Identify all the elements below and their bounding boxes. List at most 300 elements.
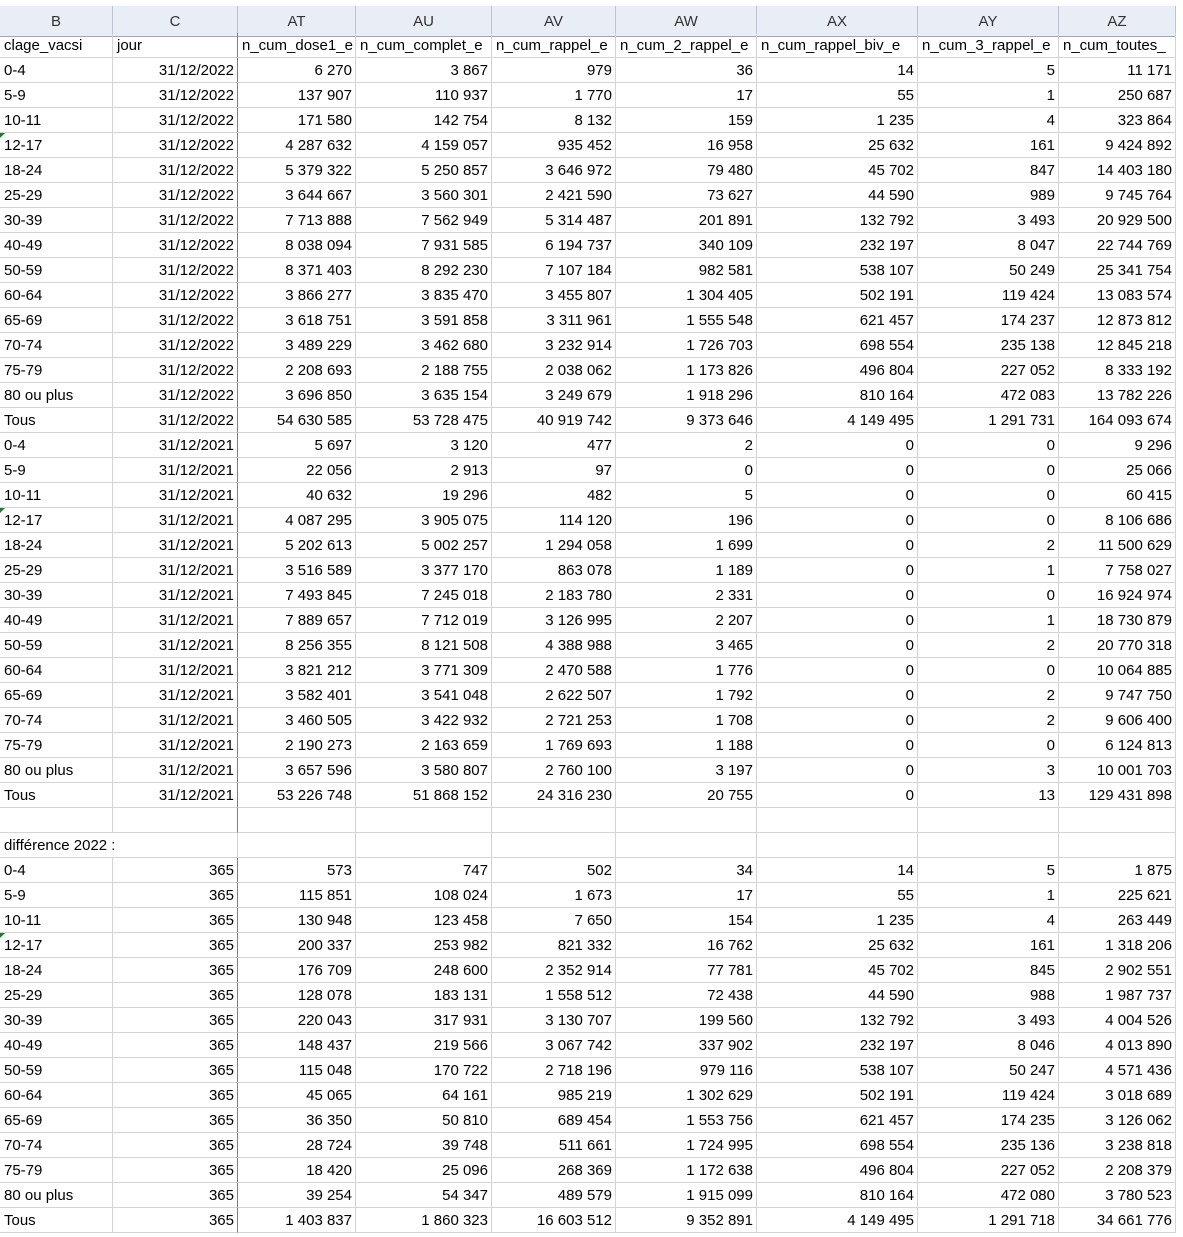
value-cell[interactable]: 51 868 152	[356, 783, 492, 808]
value-cell[interactable]: 365	[113, 983, 238, 1008]
value-cell[interactable]: 31/12/2022	[113, 408, 238, 433]
column-header-ay[interactable]: AY	[918, 6, 1059, 37]
value-cell[interactable]: 14 403 180	[1059, 158, 1176, 183]
value-cell[interactable]: 18 420	[238, 1158, 356, 1183]
value-cell[interactable]: 5	[918, 858, 1059, 883]
value-cell[interactable]: 54 347	[356, 1183, 492, 1208]
value-cell[interactable]: 25 096	[356, 1158, 492, 1183]
value-cell[interactable]: 3 018 689	[1059, 1083, 1176, 1108]
value-cell[interactable]: 0	[757, 608, 918, 633]
value-cell[interactable]: 1	[918, 883, 1059, 908]
value-cell[interactable]: 25 632	[757, 933, 918, 958]
value-cell[interactable]: 72 438	[616, 983, 757, 1008]
value-cell[interactable]: 45 702	[757, 958, 918, 983]
value-cell[interactable]: 18 730 879	[1059, 608, 1176, 633]
value-cell[interactable]: 2 207	[616, 608, 757, 633]
value-cell[interactable]: 13 782 226	[1059, 383, 1176, 408]
empty-cell[interactable]	[757, 808, 918, 833]
value-cell[interactable]: 1 770	[492, 83, 616, 108]
value-cell[interactable]: 0	[757, 758, 918, 783]
value-cell[interactable]: 1 403 837	[238, 1208, 356, 1233]
value-cell[interactable]: 6 270	[238, 58, 356, 83]
value-cell[interactable]: 502 191	[757, 1083, 918, 1108]
value-cell[interactable]: 0	[757, 558, 918, 583]
value-cell[interactable]: 161	[918, 933, 1059, 958]
value-cell[interactable]: 55	[757, 883, 918, 908]
value-cell[interactable]: 0	[757, 458, 918, 483]
value-cell[interactable]: 159	[616, 108, 757, 133]
value-cell[interactable]: 110 937	[356, 83, 492, 108]
value-cell[interactable]: 132 792	[757, 208, 918, 233]
value-cell[interactable]: 8 121 508	[356, 633, 492, 658]
value-cell[interactable]: 365	[113, 1133, 238, 1158]
age-group-cell[interactable]: 75-79	[0, 358, 113, 383]
value-cell[interactable]: 538 107	[757, 1058, 918, 1083]
column-header-aw[interactable]: AW	[616, 6, 757, 37]
age-group-cell[interactable]: 18-24	[0, 533, 113, 558]
age-group-cell[interactable]: 25-29	[0, 558, 113, 583]
value-cell[interactable]: 4 087 295	[238, 508, 356, 533]
value-cell[interactable]: 496 804	[757, 358, 918, 383]
value-cell[interactable]: 3 905 075	[356, 508, 492, 533]
column-header-az[interactable]: AZ	[1059, 6, 1176, 37]
age-group-cell[interactable]: 70-74	[0, 333, 113, 358]
age-group-cell[interactable]: Tous	[0, 1208, 113, 1233]
value-cell[interactable]: 0	[918, 658, 1059, 683]
value-cell[interactable]: 253 982	[356, 933, 492, 958]
value-cell[interactable]: 54 630 585	[238, 408, 356, 433]
value-cell[interactable]: 988	[918, 983, 1059, 1008]
value-cell[interactable]: 225 621	[1059, 883, 1176, 908]
value-cell[interactable]: 123 458	[356, 908, 492, 933]
value-cell[interactable]: 365	[113, 1033, 238, 1058]
value-cell[interactable]: 2 163 659	[356, 733, 492, 758]
value-cell[interactable]: 1 918 296	[616, 383, 757, 408]
value-cell[interactable]: 482	[492, 483, 616, 508]
column-header-ax[interactable]: AX	[757, 6, 918, 37]
value-cell[interactable]: 31/12/2021	[113, 758, 238, 783]
age-group-cell[interactable]: 75-79	[0, 1158, 113, 1183]
value-cell[interactable]: 8 132	[492, 108, 616, 133]
value-cell[interactable]: 10 001 703	[1059, 758, 1176, 783]
value-cell[interactable]: 3 460 505	[238, 708, 356, 733]
value-cell[interactable]: 199 560	[616, 1008, 757, 1033]
value-cell[interactable]: 1 875	[1059, 858, 1176, 883]
value-cell[interactable]: 9 373 646	[616, 408, 757, 433]
value-cell[interactable]: 985 219	[492, 1083, 616, 1108]
value-cell[interactable]: 9 745 764	[1059, 183, 1176, 208]
value-cell[interactable]: 232 197	[757, 233, 918, 258]
value-cell[interactable]: 3 516 589	[238, 558, 356, 583]
value-cell[interactable]: 36	[616, 58, 757, 83]
value-cell[interactable]: 0	[918, 733, 1059, 758]
value-cell[interactable]: 4 571 436	[1059, 1058, 1176, 1083]
value-cell[interactable]: 14	[757, 58, 918, 83]
value-cell[interactable]: 1 553 756	[616, 1108, 757, 1133]
value-cell[interactable]: 31/12/2021	[113, 433, 238, 458]
age-group-cell[interactable]: 0-4	[0, 433, 113, 458]
value-cell[interactable]: 235 138	[918, 333, 1059, 358]
value-cell[interactable]: 34	[616, 858, 757, 883]
value-cell[interactable]: 2 038 062	[492, 358, 616, 383]
value-cell[interactable]: 8 292 230	[356, 258, 492, 283]
value-cell[interactable]: 31/12/2021	[113, 608, 238, 633]
value-cell[interactable]: 2 208 693	[238, 358, 356, 383]
value-cell[interactable]: 55	[757, 83, 918, 108]
value-cell[interactable]: 1 708	[616, 708, 757, 733]
age-group-cell[interactable]: 80 ou plus	[0, 1183, 113, 1208]
value-cell[interactable]: 31/12/2022	[113, 233, 238, 258]
empty-cell[interactable]	[238, 833, 356, 858]
value-cell[interactable]: 5 202 613	[238, 533, 356, 558]
age-group-cell[interactable]: 18-24	[0, 958, 113, 983]
value-cell[interactable]: 1	[918, 83, 1059, 108]
value-cell[interactable]: 2 718 196	[492, 1058, 616, 1083]
value-cell[interactable]: 2 331	[616, 583, 757, 608]
value-cell[interactable]: 263 449	[1059, 908, 1176, 933]
diff-label[interactable]: différence 2022 :	[0, 833, 238, 858]
value-cell[interactable]: 1 726 703	[616, 333, 757, 358]
value-cell[interactable]: 979	[492, 58, 616, 83]
value-cell[interactable]: 0	[918, 458, 1059, 483]
value-cell[interactable]: 31/12/2022	[113, 133, 238, 158]
empty-cell[interactable]	[0, 808, 113, 833]
value-cell[interactable]: 9 606 400	[1059, 708, 1176, 733]
column-header-b[interactable]: B	[0, 6, 113, 37]
value-cell[interactable]: 20 770 318	[1059, 633, 1176, 658]
field-header[interactable]: n_cum_rappel_biv_e	[757, 33, 918, 58]
value-cell[interactable]: 1 235	[757, 908, 918, 933]
value-cell[interactable]: 847	[918, 158, 1059, 183]
value-cell[interactable]: 1 173 826	[616, 358, 757, 383]
value-cell[interactable]: 3 541 048	[356, 683, 492, 708]
value-cell[interactable]: 31/12/2021	[113, 583, 238, 608]
value-cell[interactable]: 9 747 750	[1059, 683, 1176, 708]
value-cell[interactable]: 44 590	[757, 983, 918, 1008]
value-cell[interactable]: 502 191	[757, 283, 918, 308]
value-cell[interactable]: 3 455 807	[492, 283, 616, 308]
value-cell[interactable]: 1 724 995	[616, 1133, 757, 1158]
value-cell[interactable]: 1 792	[616, 683, 757, 708]
value-cell[interactable]: 31/12/2022	[113, 183, 238, 208]
value-cell[interactable]: 36 350	[238, 1108, 356, 1133]
value-cell[interactable]: 1 291 731	[918, 408, 1059, 433]
value-cell[interactable]: 5 314 487	[492, 208, 616, 233]
value-cell[interactable]: 3 238 818	[1059, 1133, 1176, 1158]
value-cell[interactable]: 1 304 405	[616, 283, 757, 308]
value-cell[interactable]: 0	[616, 458, 757, 483]
value-cell[interactable]: 3 067 742	[492, 1033, 616, 1058]
value-cell[interactable]: 7 493 845	[238, 583, 356, 608]
value-cell[interactable]: 821 332	[492, 933, 616, 958]
value-cell[interactable]: 142 754	[356, 108, 492, 133]
value-cell[interactable]: 0	[918, 583, 1059, 608]
value-cell[interactable]: 2 183 780	[492, 583, 616, 608]
value-cell[interactable]: 183 131	[356, 983, 492, 1008]
age-group-cell[interactable]: 0-4	[0, 858, 113, 883]
value-cell[interactable]: 2	[918, 683, 1059, 708]
age-group-cell[interactable]: 65-69	[0, 308, 113, 333]
value-cell[interactable]: 1 555 548	[616, 308, 757, 333]
value-cell[interactable]: 0	[918, 483, 1059, 508]
value-cell[interactable]: 2 622 507	[492, 683, 616, 708]
age-group-cell[interactable]: 80 ou plus	[0, 758, 113, 783]
value-cell[interactable]: 0	[757, 533, 918, 558]
value-cell[interactable]: 1 235	[757, 108, 918, 133]
value-cell[interactable]: 79 480	[616, 158, 757, 183]
value-cell[interactable]: 53 728 475	[356, 408, 492, 433]
value-cell[interactable]: 323 864	[1059, 108, 1176, 133]
age-group-cell[interactable]: 70-74	[0, 708, 113, 733]
value-cell[interactable]: 3 866 277	[238, 283, 356, 308]
age-group-cell[interactable]: Tous	[0, 408, 113, 433]
value-cell[interactable]: 50 249	[918, 258, 1059, 283]
value-cell[interactable]: 7 107 184	[492, 258, 616, 283]
value-cell[interactable]: 863 078	[492, 558, 616, 583]
value-cell[interactable]: 2 721 253	[492, 708, 616, 733]
value-cell[interactable]: 365	[113, 908, 238, 933]
value-cell[interactable]: 1 915 099	[616, 1183, 757, 1208]
value-cell[interactable]: 3 465	[616, 633, 757, 658]
field-header[interactable]: n_cum_3_rappel_e	[918, 33, 1059, 58]
value-cell[interactable]: 3 232 914	[492, 333, 616, 358]
field-header[interactable]: jour	[113, 33, 238, 58]
value-cell[interactable]: 3 644 667	[238, 183, 356, 208]
value-cell[interactable]: 1 189	[616, 558, 757, 583]
empty-cell[interactable]	[238, 808, 356, 833]
value-cell[interactable]: 2 760 100	[492, 758, 616, 783]
value-cell[interactable]: 3 821 212	[238, 658, 356, 683]
column-header-at[interactable]: AT	[238, 6, 356, 37]
value-cell[interactable]: 25 341 754	[1059, 258, 1176, 283]
value-cell[interactable]: 8 106 686	[1059, 508, 1176, 533]
field-header[interactable]: n_cum_2_rappel_e	[616, 33, 757, 58]
value-cell[interactable]: 196	[616, 508, 757, 533]
value-cell[interactable]: 31/12/2022	[113, 258, 238, 283]
empty-cell[interactable]	[492, 833, 616, 858]
value-cell[interactable]: 16 958	[616, 133, 757, 158]
age-group-cell[interactable]: 5-9	[0, 458, 113, 483]
value-cell[interactable]: 8 038 094	[238, 233, 356, 258]
value-cell[interactable]: 4	[918, 108, 1059, 133]
value-cell[interactable]: 12 873 812	[1059, 308, 1176, 333]
value-cell[interactable]: 365	[113, 1108, 238, 1133]
value-cell[interactable]: 5 697	[238, 433, 356, 458]
value-cell[interactable]: 31/12/2022	[113, 333, 238, 358]
value-cell[interactable]: 174 237	[918, 308, 1059, 333]
value-cell[interactable]: 3 422 932	[356, 708, 492, 733]
value-cell[interactable]: 31/12/2022	[113, 108, 238, 133]
value-cell[interactable]: 3 696 850	[238, 383, 356, 408]
value-cell[interactable]: 13	[918, 783, 1059, 808]
age-group-cell[interactable]: 40-49	[0, 1033, 113, 1058]
age-group-cell[interactable]: 50-59	[0, 258, 113, 283]
value-cell[interactable]: 3 867	[356, 58, 492, 83]
value-cell[interactable]: 1 673	[492, 883, 616, 908]
value-cell[interactable]: 227 052	[918, 1158, 1059, 1183]
value-cell[interactable]: 50 247	[918, 1058, 1059, 1083]
value-cell[interactable]: 2 421 590	[492, 183, 616, 208]
age-group-cell[interactable]: 5-9	[0, 83, 113, 108]
value-cell[interactable]: 2	[918, 633, 1059, 658]
value-cell[interactable]: 3	[918, 758, 1059, 783]
value-cell[interactable]: 365	[113, 883, 238, 908]
value-cell[interactable]: 31/12/2021	[113, 683, 238, 708]
value-cell[interactable]: 810 164	[757, 1183, 918, 1208]
value-cell[interactable]: 53 226 748	[238, 783, 356, 808]
value-cell[interactable]: 1 291 718	[918, 1208, 1059, 1233]
value-cell[interactable]: 7 758 027	[1059, 558, 1176, 583]
value-cell[interactable]: 5 379 322	[238, 158, 356, 183]
age-group-cell[interactable]: 30-39	[0, 583, 113, 608]
value-cell[interactable]: 268 369	[492, 1158, 616, 1183]
field-header[interactable]: n_cum_toutes_	[1059, 33, 1176, 58]
value-cell[interactable]: 220 043	[238, 1008, 356, 1033]
age-group-cell[interactable]: 50-59	[0, 1058, 113, 1083]
value-cell[interactable]: 16 924 974	[1059, 583, 1176, 608]
value-cell[interactable]: 3 582 401	[238, 683, 356, 708]
age-group-cell[interactable]: 30-39	[0, 208, 113, 233]
value-cell[interactable]: 73 627	[616, 183, 757, 208]
value-cell[interactable]: 227 052	[918, 358, 1059, 383]
value-cell[interactable]: 97	[492, 458, 616, 483]
age-group-cell[interactable]: 18-24	[0, 158, 113, 183]
value-cell[interactable]: 3 130 707	[492, 1008, 616, 1033]
value-cell[interactable]: 1 860 323	[356, 1208, 492, 1233]
value-cell[interactable]: 64 161	[356, 1083, 492, 1108]
value-cell[interactable]: 31/12/2021	[113, 633, 238, 658]
value-cell[interactable]: 621 457	[757, 1108, 918, 1133]
value-cell[interactable]: 119 424	[918, 283, 1059, 308]
value-cell[interactable]: 161	[918, 133, 1059, 158]
value-cell[interactable]: 3 560 301	[356, 183, 492, 208]
value-cell[interactable]: 7 931 585	[356, 233, 492, 258]
column-header-av[interactable]: AV	[492, 6, 616, 37]
value-cell[interactable]: 0	[918, 508, 1059, 533]
age-group-cell[interactable]: Tous	[0, 783, 113, 808]
value-cell[interactable]: 1 188	[616, 733, 757, 758]
empty-cell[interactable]	[492, 808, 616, 833]
value-cell[interactable]: 0	[918, 433, 1059, 458]
value-cell[interactable]: 1 302 629	[616, 1083, 757, 1108]
value-cell[interactable]: 0	[757, 433, 918, 458]
value-cell[interactable]: 7 245 018	[356, 583, 492, 608]
value-cell[interactable]: 31/12/2022	[113, 208, 238, 233]
value-cell[interactable]: 365	[113, 958, 238, 983]
value-cell[interactable]: 3 635 154	[356, 383, 492, 408]
value-cell[interactable]: 130 948	[238, 908, 356, 933]
value-cell[interactable]: 7 712 019	[356, 608, 492, 633]
empty-cell[interactable]	[356, 833, 492, 858]
value-cell[interactable]: 365	[113, 1008, 238, 1033]
value-cell[interactable]: 13 083 574	[1059, 283, 1176, 308]
empty-cell[interactable]	[616, 833, 757, 858]
value-cell[interactable]: 132 792	[757, 1008, 918, 1033]
value-cell[interactable]: 472 083	[918, 383, 1059, 408]
value-cell[interactable]: 115 851	[238, 883, 356, 908]
age-group-cell[interactable]: 40-49	[0, 608, 113, 633]
value-cell[interactable]: 28 724	[238, 1133, 356, 1158]
age-group-cell[interactable]: 60-64	[0, 658, 113, 683]
value-cell[interactable]: 114 120	[492, 508, 616, 533]
value-cell[interactable]: 108 024	[356, 883, 492, 908]
value-cell[interactable]: 219 566	[356, 1033, 492, 1058]
value-cell[interactable]: 176 709	[238, 958, 356, 983]
value-cell[interactable]: 538 107	[757, 258, 918, 283]
value-cell[interactable]: 12 845 218	[1059, 333, 1176, 358]
value-cell[interactable]: 1	[918, 558, 1059, 583]
age-group-cell[interactable]: 5-9	[0, 883, 113, 908]
value-cell[interactable]: 31/12/2022	[113, 58, 238, 83]
value-cell[interactable]: 39 254	[238, 1183, 356, 1208]
age-group-cell[interactable]: 10-11	[0, 908, 113, 933]
value-cell[interactable]: 201 891	[616, 208, 757, 233]
value-cell[interactable]: 3 120	[356, 433, 492, 458]
value-cell[interactable]: 2 208 379	[1059, 1158, 1176, 1183]
value-cell[interactable]: 1 294 058	[492, 533, 616, 558]
value-cell[interactable]: 3 493	[918, 1008, 1059, 1033]
age-group-cell[interactable]: 0-4	[0, 58, 113, 83]
age-group-cell[interactable]: 40-49	[0, 233, 113, 258]
empty-cell[interactable]	[1059, 833, 1176, 858]
value-cell[interactable]: 148 437	[238, 1033, 356, 1058]
value-cell[interactable]: 7 650	[492, 908, 616, 933]
value-cell[interactable]: 40 919 742	[492, 408, 616, 433]
value-cell[interactable]: 3 493	[918, 208, 1059, 233]
value-cell[interactable]: 3 835 470	[356, 283, 492, 308]
value-cell[interactable]: 1 558 512	[492, 983, 616, 1008]
value-cell[interactable]: 200 337	[238, 933, 356, 958]
empty-cell[interactable]	[356, 808, 492, 833]
value-cell[interactable]: 2 352 914	[492, 958, 616, 983]
value-cell[interactable]: 50 810	[356, 1108, 492, 1133]
value-cell[interactable]: 365	[113, 1083, 238, 1108]
age-group-cell[interactable]: 60-64	[0, 1083, 113, 1108]
value-cell[interactable]: 16 603 512	[492, 1208, 616, 1233]
value-cell[interactable]: 137 907	[238, 83, 356, 108]
value-cell[interactable]: 0	[757, 708, 918, 733]
value-cell[interactable]: 4 013 890	[1059, 1033, 1176, 1058]
age-group-cell[interactable]: 10-11	[0, 108, 113, 133]
value-cell[interactable]: 365	[113, 858, 238, 883]
value-cell[interactable]: 1 699	[616, 533, 757, 558]
value-cell[interactable]: 22 744 769	[1059, 233, 1176, 258]
value-cell[interactable]: 0	[757, 783, 918, 808]
value-cell[interactable]: 14	[757, 858, 918, 883]
field-header[interactable]: n_cum_complet_e	[356, 33, 492, 58]
value-cell[interactable]: 1 776	[616, 658, 757, 683]
value-cell[interactable]: 128 078	[238, 983, 356, 1008]
value-cell[interactable]: 6 194 737	[492, 233, 616, 258]
value-cell[interactable]: 31/12/2021	[113, 483, 238, 508]
value-cell[interactable]: 1 769 693	[492, 733, 616, 758]
value-cell[interactable]: 1	[918, 608, 1059, 633]
value-cell[interactable]: 3 462 680	[356, 333, 492, 358]
value-cell[interactable]: 365	[113, 1183, 238, 1208]
value-cell[interactable]: 3 771 309	[356, 658, 492, 683]
age-group-cell[interactable]: 50-59	[0, 633, 113, 658]
value-cell[interactable]: 3 657 596	[238, 758, 356, 783]
value-cell[interactable]: 3 126 995	[492, 608, 616, 633]
value-cell[interactable]: 489 579	[492, 1183, 616, 1208]
value-cell[interactable]: 4 149 495	[757, 408, 918, 433]
age-group-cell[interactable]: 10-11	[0, 483, 113, 508]
value-cell[interactable]: 0	[757, 733, 918, 758]
value-cell[interactable]: 8 256 355	[238, 633, 356, 658]
value-cell[interactable]: 3 646 972	[492, 158, 616, 183]
value-cell[interactable]: 25 066	[1059, 458, 1176, 483]
value-cell[interactable]: 4 159 057	[356, 133, 492, 158]
